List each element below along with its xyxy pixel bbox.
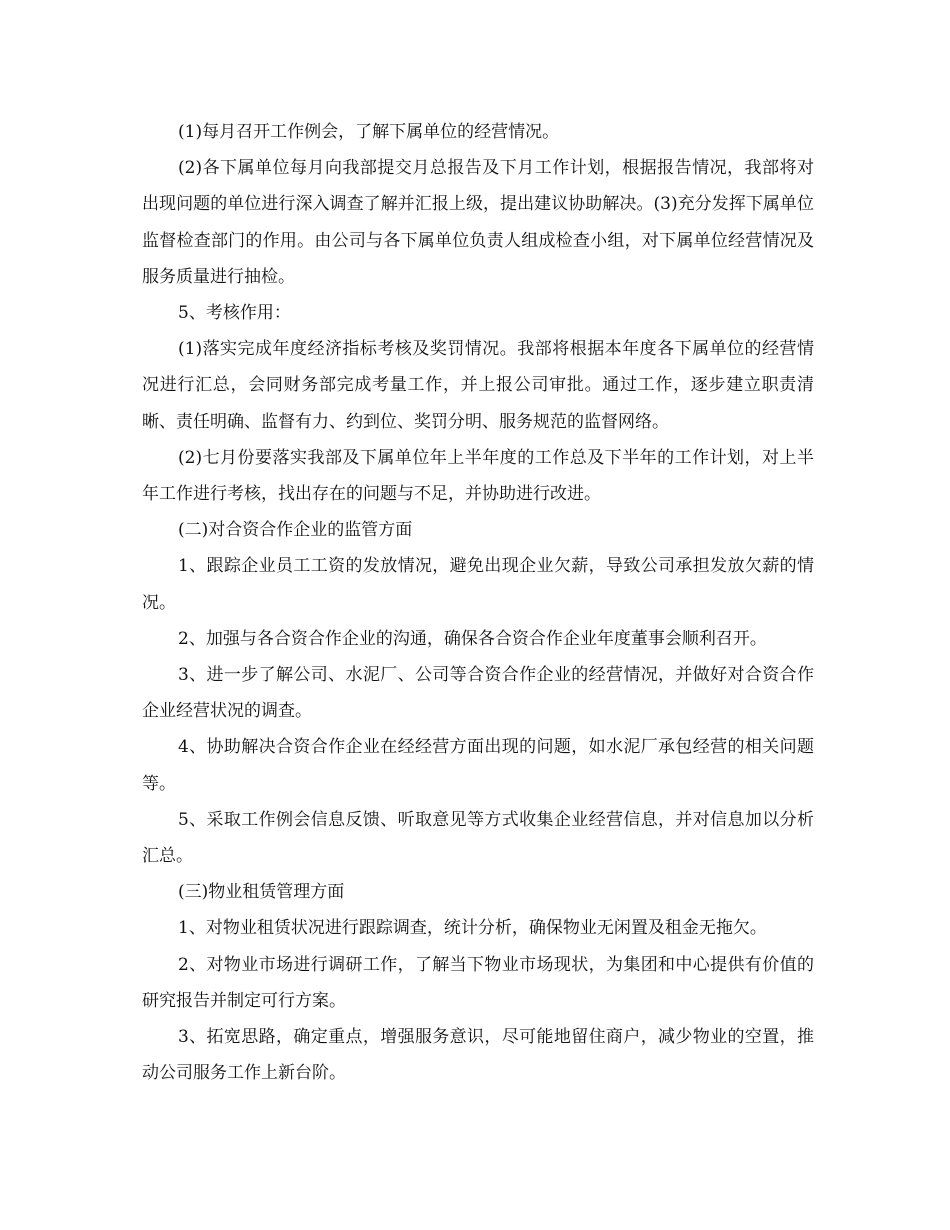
paragraph-board-meetings: 2、加强与各合资合作企业的沟通，确保各合资合作企业年度董事会顺利召开。 (178, 628, 767, 649)
paragraph-service-improvement: 3、拓宽思路，确定重点，增强服务意识，尽可能地留住商户，减少物业的空置，推动公司服务工作上新台阶。 (142, 1027, 814, 1084)
heading-property-leasing: (三)物业租赁管理方面 (178, 882, 345, 903)
paragraph-wages: 1、跟踪企业员工工资的发放情况，避免出现企业欠薪，导致公司承担发放欠薪的情况。 (142, 556, 814, 613)
paragraph-meeting: (1)每月召开工作例会，了解下属单位的经营情况。 (178, 122, 560, 142)
document-body (142, 114, 814, 1091)
heading-joint-ventures: (二)对合资合作企业的监管方面 (178, 520, 413, 541)
paragraph-information-collection: 5、采取工作例会信息反馈、听取意见等方式收集企业经营信息，并对信息加以分析汇总。 (142, 809, 814, 867)
paragraph-lease-tracking: 1、对物业租赁状况进行跟踪调查，统计分析，确保物业无闲置及租金无拖欠。 (178, 918, 767, 939)
paragraph-annual-targets: (1)落实完成年度经济指标考核及奖罚情况。我部将根据本年度各下属单位的经营情况进行汇总，会同财务部完成考量工作，并上报公司审批。通过工作，逐步建立职责清晰、责任明确、监督有力、约到位、奖罚分明、服务规范的监督网络。 (142, 339, 814, 432)
paragraph-monthly-report: (2)各下属单位每月向我部提交月总报告及下月工作计划，根据报告情况，我部将对出现问题的单位进行深入调查了解并汇报上级，提出建议协助解决。(3)充分发挥下属单位监督检查部门的作用。由公司与各下属单位负责人组成检查小组，对下属单位经营情况及服务质量进行抽检。 (142, 158, 814, 287)
heading-assessment: 5、考核作用： (178, 303, 291, 324)
paragraph-market-research: 2、对物业市场进行调研工作，了解当下物业市场现状，为集团和中心提供有价值的研究报告并制定可行方案。 (142, 954, 814, 1011)
paragraph-july-review: (2)七月份要落实我部及下属单位年上半年度的工作总及下半年的工作计划，对上半年工作进行考核，找出存在的问题与不足，并协助进行改进。 (142, 447, 814, 505)
paragraph-problem-solving: 4、协助解决合资合作企业在经经营方面出现的问题，如水泥厂承包经营的相关问题等。 (142, 737, 814, 794)
paragraph-operations-survey: 3、进一步了解公司、水泥厂、公司等合资合作企业的经营情况，并做好对合资合作企业经营状况的调查。 (142, 665, 814, 722)
